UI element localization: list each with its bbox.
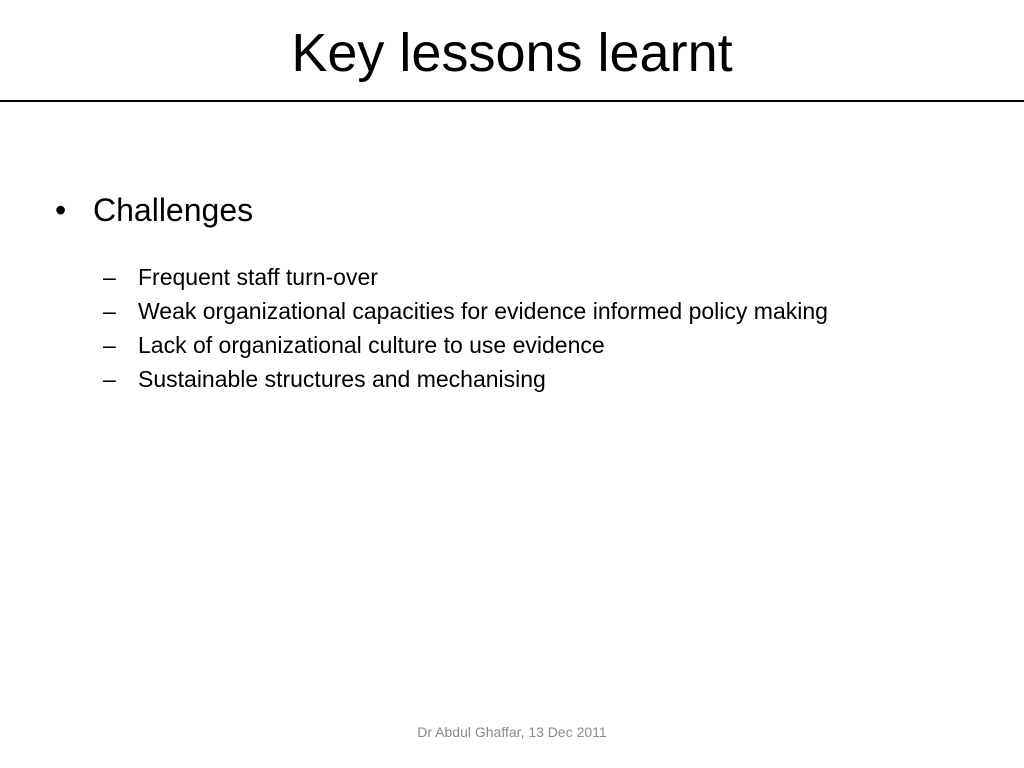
dash-icon: – — [103, 298, 116, 324]
dash-icon: – — [103, 366, 116, 392]
sub-bullet-item — [103, 294, 828, 328]
sub-bullet-item — [103, 328, 828, 362]
bullet-label: Challenges — [93, 192, 254, 228]
sub-bullet-text: Sustainable structures and mechanising — [138, 366, 546, 392]
bullet-challenges — [55, 188, 253, 232]
sub-bullet-item — [103, 260, 828, 294]
sub-bullet-text: Weak organizational capacities for evidence informed policy making — [138, 298, 828, 324]
bullet-dot-icon: • — [55, 192, 67, 228]
dash-icon: – — [103, 264, 116, 290]
sub-bullet-item — [103, 362, 828, 396]
slide-footer: Dr Abdul Ghaffar, 13 Dec 2011 — [417, 724, 607, 740]
sub-bullet-text: Frequent staff turn-over — [138, 264, 378, 290]
dash-icon: – — [103, 332, 116, 358]
sub-bullet-text: Lack of organizational culture to use evidence — [138, 332, 605, 358]
title-divider — [0, 100, 1024, 102]
sub-bullet-list — [103, 260, 828, 396]
slide-title: Key lessons learnt — [291, 23, 733, 83]
